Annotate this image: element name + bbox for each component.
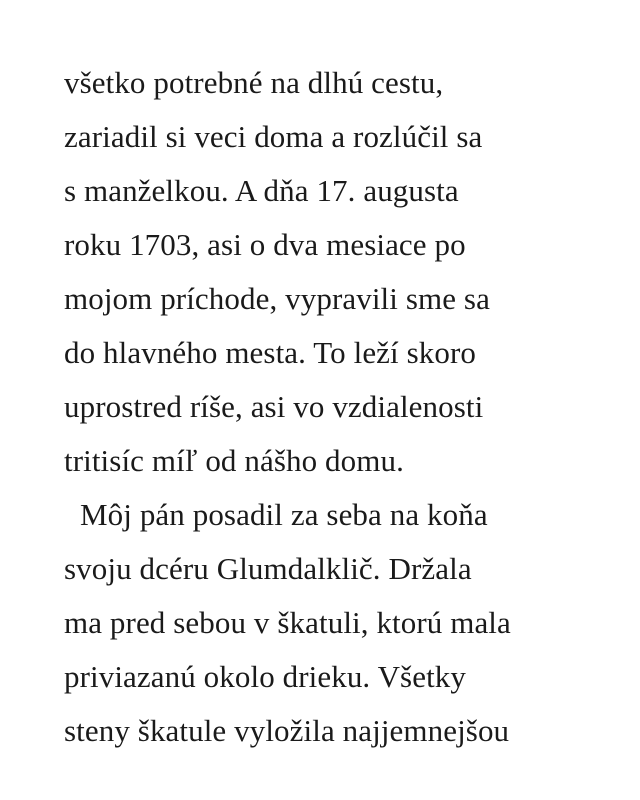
text-line: s manželkou. A dňa 17. augusta xyxy=(64,173,459,208)
paragraph-1 xyxy=(64,56,624,488)
text-line: svoju dcéru Glumdalklič. Držala xyxy=(64,551,472,586)
text-line: do hlavného mesta. To leží skoro xyxy=(64,335,476,370)
text-line: zariadil si veci doma a rozlúčil sa xyxy=(64,119,483,154)
text-line: všetko potrebné na dlhú cestu, xyxy=(64,65,444,100)
text-line: mojom príchode, vypravili sme sa xyxy=(64,281,490,316)
text-line: priviazanú okolo drieku. Všetky xyxy=(64,659,466,694)
text-line: roku 1703, asi o dva mesiace po xyxy=(64,227,466,262)
text-line: Môj pán posadil za seba na koňa xyxy=(80,497,488,532)
text-line: ma pred sebou v škatuli, ktorú mala xyxy=(64,605,511,640)
paragraph-2 xyxy=(64,488,624,758)
body-text xyxy=(64,56,624,758)
text-line: uprostred ríše, asi vo vzdialenosti xyxy=(64,389,484,424)
text-line: steny škatule vyložila najjemnejšou xyxy=(64,713,510,748)
text-line: tritisíc míľ od nášho domu. xyxy=(64,443,404,478)
